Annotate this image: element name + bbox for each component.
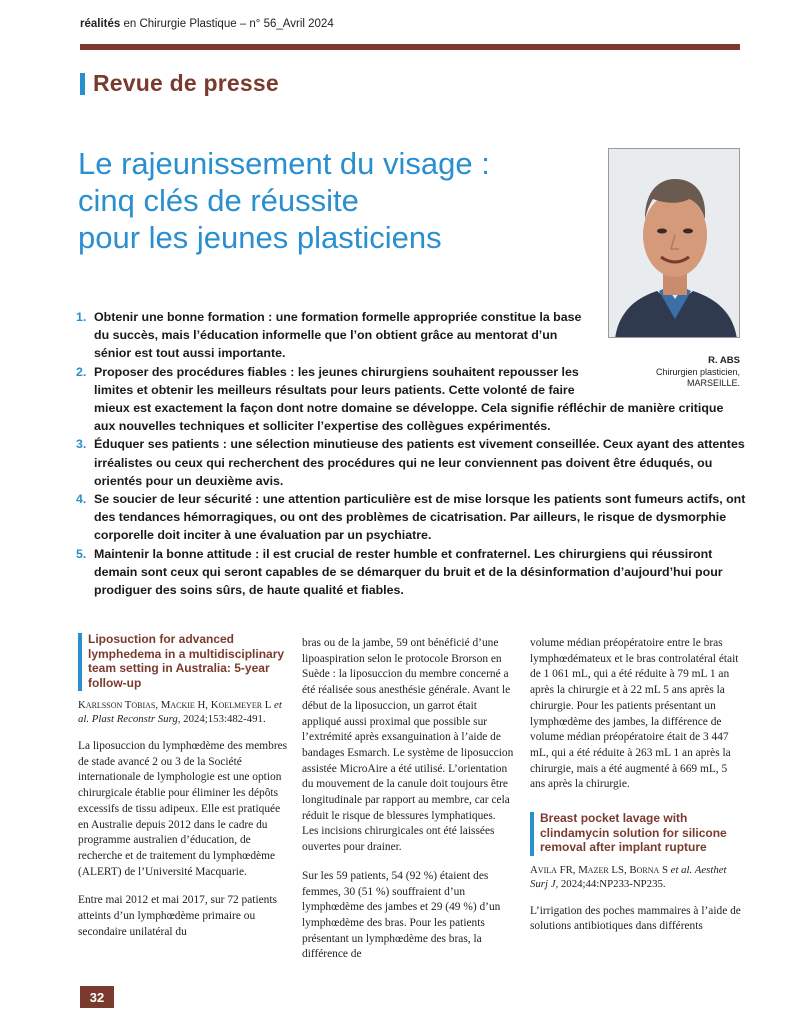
key-item: 5. Maintenir la bonne attitude : il est crucial de rester humble et confraternel. Les chirurgiens qui réussiront demain sont ceux qui seront capables de se démarquer du bruit et de la désinformation d’aujourd’hui pour prodiguer des soins sûrs, de haute qualité et fiables. [76, 546, 723, 598]
article-1-reference: Karlsson Tobias, Mackie H, Koelmeyer L et al. Plast Reconstr Surg, 2024;153:482-491. [78, 699, 282, 725]
section-title: Revue de presse [93, 70, 279, 96]
page-title: Le rajeunissement du visage : cinq clés de réussite pour les jeunes plasticiens [78, 146, 490, 255]
running-header: réalités en Chirurgie Plastique – n° 56_Avril 2024 [80, 18, 334, 30]
article-1-paragraph: La liposuccion du lymphœdème des membres de stade avancé 2 ou 3 de la Société internationale de lymphologie est une option chirurgicale établie pour éliminer les dépôts excessifs de tissu adipeux. Elle est pratiquée en Australie depuis 2012 dans le cadre du programme australien d’éducation, de recherche et de traitement du lymphœdème (ALERT) de l’Université Macquarie. [78, 740, 288, 878]
article-2-paragraph: L’irrigation des poches mammaires à l’aide de solutions antibiotiques dans différents [530, 904, 741, 933]
article-1-paragraph: Entre mai 2012 et mai 2017, sur 72 patients atteints d’un lymphœdème primaire ou secondaire unilatéral du [78, 894, 277, 938]
article-1-heading: Liposuction for advanced lymphedema in a multidisciplinary team setting in Australia: 5-year follow-up [78, 632, 290, 690]
article-2-reference: Avila FR, Mazer LS, Borna S et al. Aesthet Surj J, 2024;44:NP233-NP235. [530, 863, 727, 890]
key-item: 3. Éduquer ses patients : une sélection minutieuse des patients est vivement conseillée. Ceux ayant des attentes irréalistes ou ceux qui recherchent des procédures qui ne leur conviennent pas doivent être éduqués, ou orientés pour un deuxième avis. [76, 437, 745, 488]
article-1-paragraph: bras ou de la jambe, 59 ont bénéficié d’une lipoaspiration selon le protocole Brorson en Suède : la liposuccion du membre concerné a été réalisée sous anesthésie générale. Avant le début de la liposuccion, un garrot était appliqué aussi proximal que possible sur l’extrémité après exsanguination à l’aide de bandages Esmarch. Le système de liposuccion assistée MicroAire a été utilisé. L’orientation du mouvement de la canule doit toujours être longitudinale par rapport au membre, car cela réduit le risque de blessures lymphatiques. Les incisions chirurgicales ont été laissées ouvertes pour drainer. [302, 637, 514, 854]
section-accent-bar [80, 73, 85, 95]
column-2 [302, 636, 514, 976]
key-item: 4. Se soucier de leur sécurité : une attention particulière est de mise lorsque les patients sont fumeurs actifs, ont des tendances hémorragiques, ou ont des problèmes de cicatrisation. Par ailleurs, le risque de dysmorphie corporelle doit inciter à une évaluation par un psychiatre. [76, 492, 746, 543]
key-item: 2. Proposer des procédures fiables : les jeunes chirurgiens souhaitent repousser les limites et obtenir les meilleurs résultats pour leurs patients. Cette volonté de faire mieux est exactement la façon dont notre domaine se développe. Cela signifie réfléchir de manière critique aux nouvelles techniques et solliciter l’expertise des collègues expérimentés. [76, 364, 724, 434]
author-caption: R. ABS Chirurgien plasticien, MARSEILLE. [655, 355, 740, 388]
page-number: 32 [80, 986, 114, 1008]
article-1-paragraph: Sur les 59 patients, 54 (92 %) étaient des femmes, 30 (51 %) souffraient d’un lymphœdème des jambes et 29 (49 %) d’un lymphœdème des bras. Pour les patients présentant un lymphœdème des bras, la différence de [302, 869, 501, 961]
article-2-heading: Breast pocket lavage with clindamycin solution for silicone removal after implant rupture [530, 811, 742, 855]
article-1-paragraph: volume médian préopératoire entre le bras lymphœdémateux et le bras controlatéral était de 1 061 mL, qui a été réduite à 79 mL 1 an après la chirurgie et à 22 mL 5 ans après la chirurgie. Pour les patients présentant un lymphœdème des jambes, la différence de volume médian préopératoire était de 3 447 mL, qui a été réduite à 263 mL 1 an après la chirurgie, mais a été augmenté à 669 mL, 5 ans après la chirurgie. [530, 637, 739, 791]
key-item: 1. Obtenir une bonne formation : une formation formelle appropriée constitue la base du succès, mais l’éducation informelle que l’on obtient grâce au mentorat d’un sénior est tout aussi importante. [76, 310, 582, 361]
section-tag [80, 70, 279, 97]
column-1 [78, 632, 290, 953]
keys-list [76, 308, 746, 599]
column-3 [530, 636, 742, 948]
header-rule [80, 44, 740, 50]
